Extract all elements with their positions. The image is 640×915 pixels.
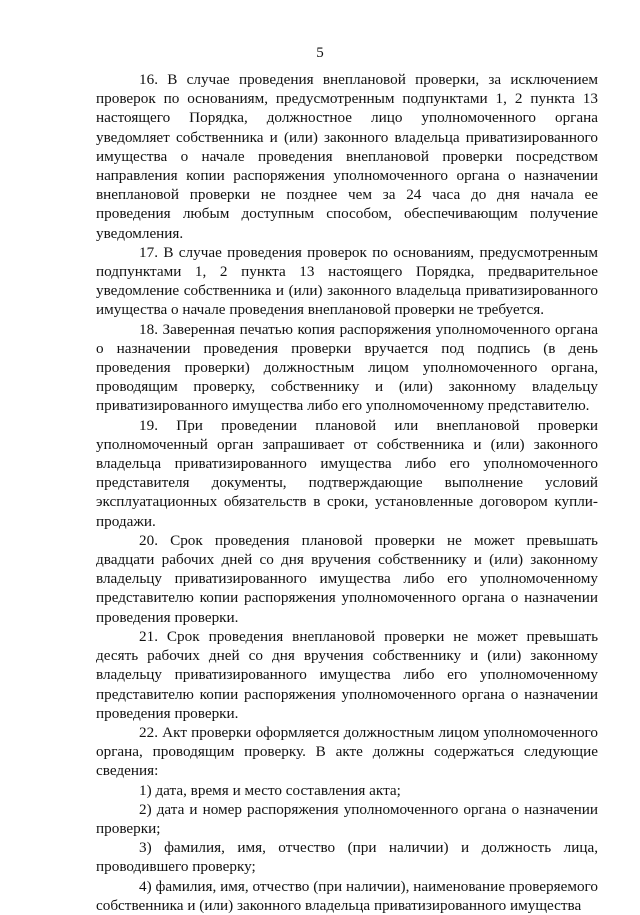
document-body: [96, 70, 598, 915]
paragraph-20: 20. Срок проведения плановой проверки не может превышать двадцати рабочих дней со дня вручения собственнику и (или) законному владельцу приватизированного имущества либо его уполномоченному представителю копии распоряжения уполномоченного органа о назначении проведения проверки.: [96, 531, 598, 626]
paragraph-16: 16. В случае проведения внеплановой проверки, за исключением проверок по основаниям, предусмотренным подпунктами 1, 2 пункта 13 настоящего Порядка, должностное лицо уполномоченного органа уведомляет собственника и (или) законного владельца приватизированного имущества о начале проведения внеплановой проверки посредством направления копии распоряжения уполномоченного органа о назначении внеплановой проверки не позднее чем за 24 часа до дня начала ее проведения любым доступным способом, обеспечивающим получение уведомления.: [96, 71, 598, 242]
paragraph-17: 17. В случае проведения проверок по основаниям, предусмотренным подпунктами 1, 2 пункта 13 настоящего Порядка, предварительное уведомление собственника и (или) законного владельца приватизированного имущества о начале проведения внеплановой проверки не требуется.: [96, 243, 598, 319]
paragraph-19: 19. При проведении плановой или внеплановой проверки уполномоченный орган запрашивает от собственника и (или) законного владельца приватизированного имущества либо его уполномоченного представителя документы, подтверждающие выполнение условий эксплуатационных обязательств в сроки, установленные договором купли-продажи.: [96, 416, 598, 530]
page-number: 5: [316, 45, 324, 61]
paragraph-18: 18. Заверенная печатью копия распоряжения уполномоченного органа о назначении проведения проверки вручается под подпись (в день проведения проверки) должностным лицом уполномоченного органа, проводящим проверку, собственнику и (или) законному владельцу приватизированного имущества либо его уполномоченному представителю.: [96, 320, 598, 415]
paragraph-22: 22. Акт проверки оформляется должностным лицом уполномоченного органа, проводящим проверку. В акте должны содержаться следующие сведения:: [96, 723, 598, 780]
list-item-3: 3) фамилия, имя, отчество (при наличии) и должность лица, проводившего проверку;: [96, 839, 598, 876]
paragraph-21: 21. Срок проведения внеплановой проверки не может превышать десять рабочих дней со дня вручения собственнику и (или) законному владельцу приватизированного имущества либо его уполномоченному представителю копии распоряжения уполномоченного органа о назначении проведения проверки.: [96, 627, 598, 722]
list-item-4: 4) фамилия, имя, отчество (при наличии), наименование проверяемого собственника и (или) законного владельца приватизированного имущества: [96, 877, 598, 914]
list-item-2: 2) дата и номер распоряжения уполномоченного органа о назначении проверки;: [96, 800, 598, 837]
list-item-1: 1) дата, время и место составления акта;: [139, 781, 401, 799]
